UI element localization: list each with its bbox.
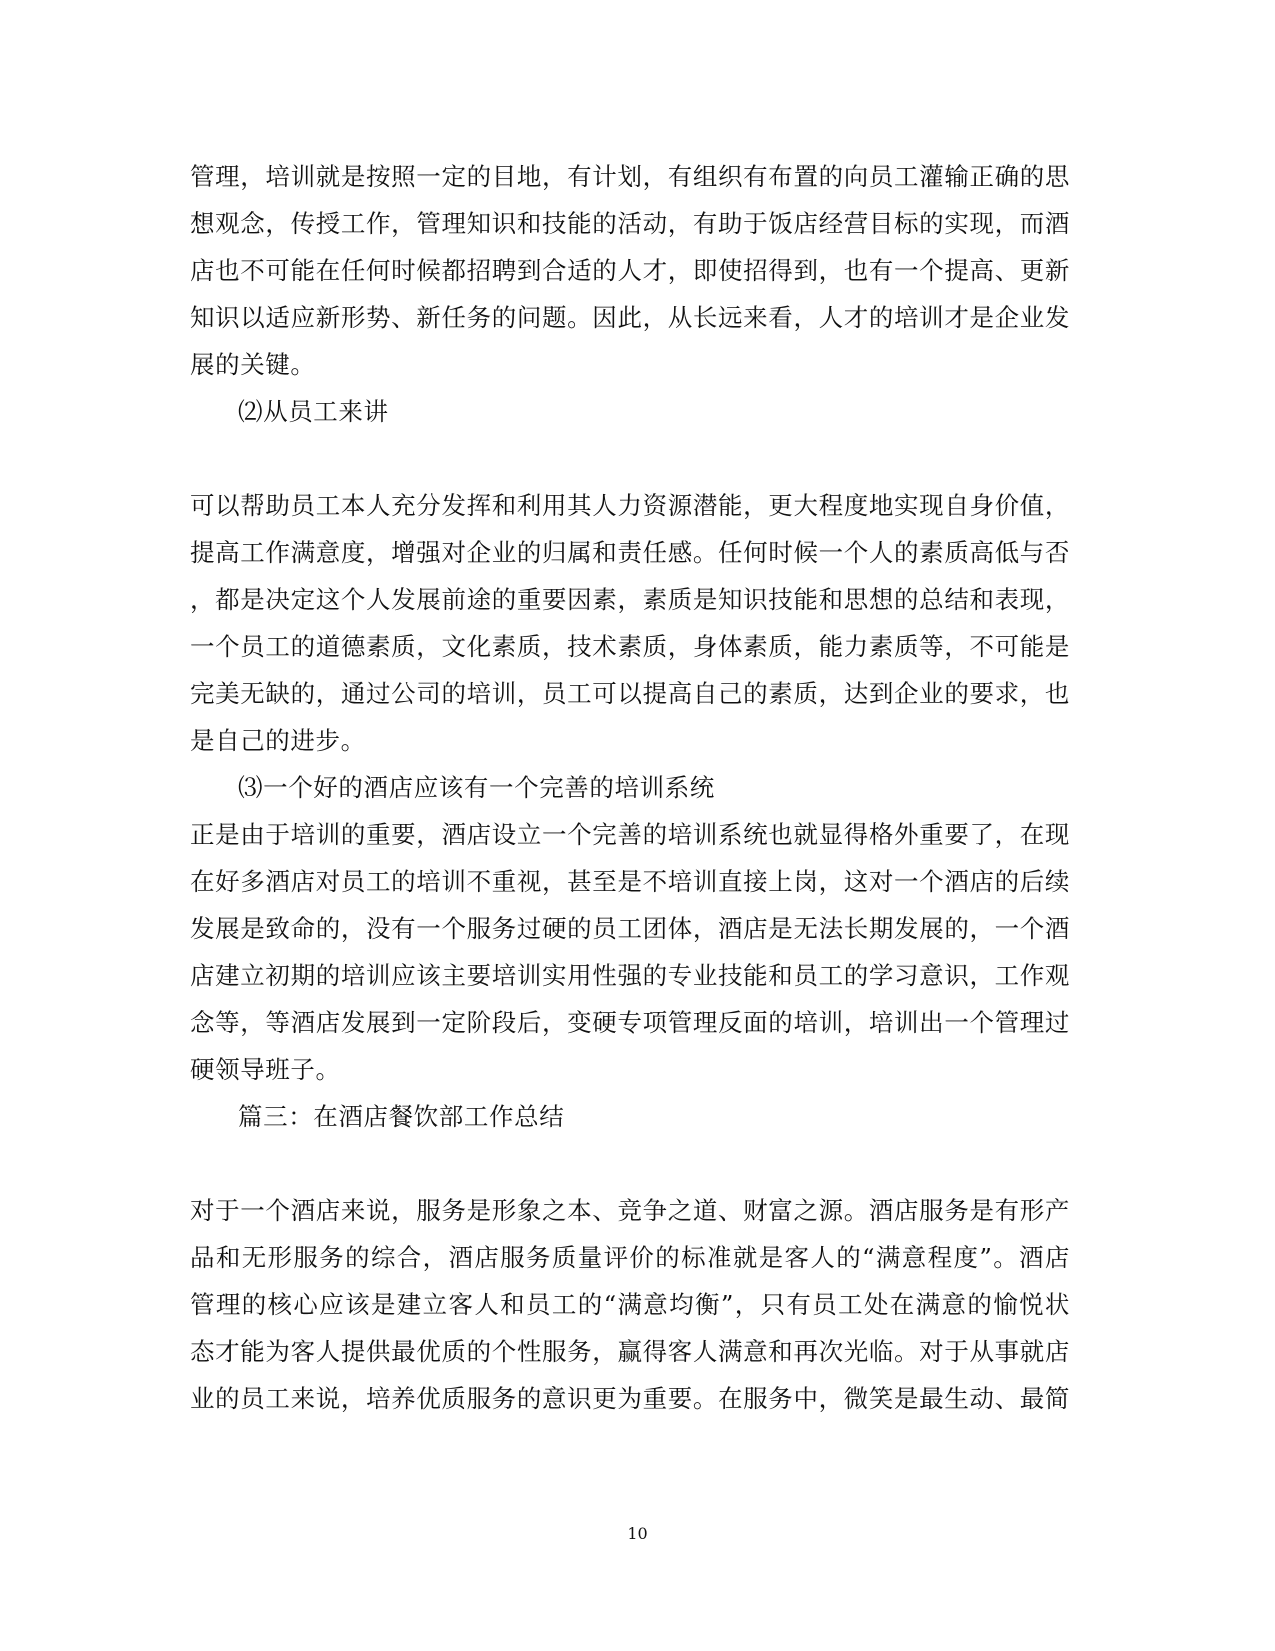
body-text-line: 硬领导班子。 xyxy=(190,1055,341,1084)
body-text-line: 态才能为客人提供最优质的个性服务，赢得客人满意和再次光临。对于从事就店 xyxy=(190,1337,1070,1366)
body-text-line: 展的关键。 xyxy=(190,350,316,379)
body-text-line: 店建立初期的培训应该主要培训实用性强的专业技能和员工的学习意识，工作观 xyxy=(190,961,1070,990)
body-text-line: 是自己的进步。 xyxy=(190,726,366,755)
body-text-line: 业的员工来说，培养优质服务的意识更为重要。在服务中，微笑是最生动、最简 xyxy=(190,1384,1070,1413)
body-text-line: 管理的核心应该是建立客人和员工的“满意均衡”，只有员工处在满意的愉悦状 xyxy=(190,1290,1070,1319)
body-text-line: 提高工作满意度，增强对企业的归属和责任感。任何时候一个人的素质高低与否 xyxy=(190,538,1070,567)
body-text-line: 管理，培训就是按照一定的目地，有计划，有组织有布置的向员工灌输正确的思 xyxy=(190,162,1070,191)
body-text-line: 正是由于培训的重要，酒店设立一个完善的培训系统也就显得格外重要了，在现 xyxy=(190,820,1070,849)
page-number: 10 xyxy=(627,1524,648,1543)
body-text-line: 想观念，传授工作，管理知识和技能的活动，有助于饭店经营目标的实现，而酒 xyxy=(190,209,1070,238)
section-title: 篇三：在酒店餐饮部工作总结 xyxy=(238,1102,565,1131)
body-text-line: 念等，等酒店发展到一定阶段后，变硬专项管理反面的培训，培训出一个管理过 xyxy=(190,1008,1070,1037)
body-text-line: 完美无缺的，通过公司的培训，员工可以提高自己的素质，达到企业的要求，也 xyxy=(190,679,1070,708)
body-text-line: 在好多酒店对员工的培训不重视，甚至是不培训直接上岗，这对一个酒店的后续 xyxy=(190,867,1070,896)
body-text-line: 发展是致命的，没有一个服务过硬的员工团体，酒店是无法长期发展的，一个酒 xyxy=(190,914,1070,943)
subsection-heading: ⑶一个好的酒店应该有一个完善的培训系统 xyxy=(238,773,715,802)
body-text-line: ，都是决定这个人发展前途的重要因素，素质是知识技能和思想的总结和表现， xyxy=(190,585,1070,614)
body-text-line: 品和无形服务的综合，酒店服务质量评价的标准就是客人的“满意程度”。酒店 xyxy=(190,1243,1070,1272)
body-text-line: 对于一个酒店来说，服务是形象之本、竞争之道、财富之源。酒店服务是有形产 xyxy=(190,1196,1070,1225)
body-text-line: 店也不可能在任何时候都招聘到合适的人才，即使招得到，也有一个提高、更新 xyxy=(190,256,1070,285)
body-text-line: 一个员工的道德素质，文化素质，技术素质，身体素质，能力素质等，不可能是 xyxy=(190,632,1070,661)
subsection-heading: ⑵从员工来讲 xyxy=(238,397,389,426)
body-text-line: 可以帮助员工本人充分发挥和利用其人力资源潜能，更大程度地实现自身价值， xyxy=(190,491,1070,520)
body-text-line: 知识以适应新形势、新任务的问题。因此，从长远来看，人才的培训才是企业发 xyxy=(190,303,1070,332)
